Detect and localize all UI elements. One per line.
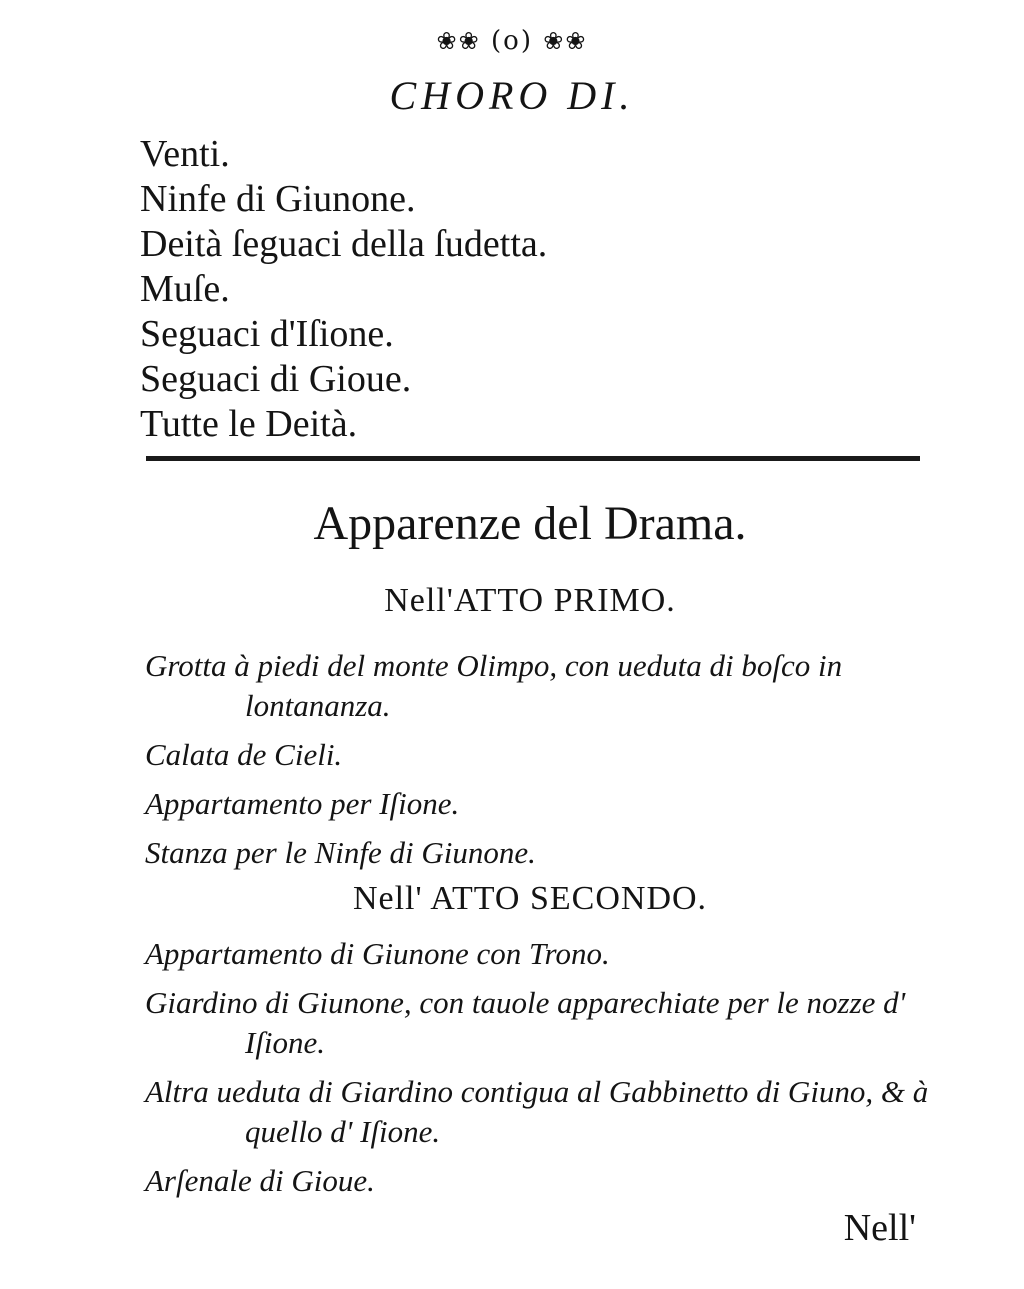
chorus-member: Seguaci d'Iſione. [140,313,394,355]
chorus-member: Muſe. [140,268,230,310]
chorus-title: CHORO DI. [389,73,635,118]
chorus-member-list [140,132,547,447]
scene-item: Stanza per le Ninfe di Giunone. [145,835,536,870]
scene-item: Altra ueduta di Giardino contigua al Gabbinetto di Giuno, & à quello d' Iſione. [145,1074,929,1149]
scene-item: Arſenale di Gioue. [145,1163,375,1198]
catchword: Nell' [843,1207,916,1249]
horizontal-divider [146,456,920,461]
act-two-scene-list [145,934,935,1210]
scene-item: Appartamento di Giunone con Trono. [145,936,610,971]
chorus-member: Seguaci di Gioue. [140,358,412,400]
section-title: Apparenze del Drama. [313,497,747,550]
scene-item: Appartamento per Iſione. [145,786,460,821]
act-one-heading: Nell'ATTO PRIMO. [384,582,676,619]
ornament-right-icon: ❀❀ [543,27,588,55]
ornament-left-icon: ❀❀ [436,27,481,55]
scene-item: Calata de Cieli. [145,737,343,772]
chorus-member: Tutte le Deità. [140,403,358,445]
scene-item: Grotta à piedi del monte Olimpo, con ueduta di boſco in lontananza. [145,648,843,723]
page-marker: (o) [491,26,533,56]
act-two-heading: Nell' ATTO SECONDO. [352,880,708,917]
chorus-member: Ninfe di Giunone. [140,178,416,220]
chorus-member: Deità ſeguaci della ſudetta. [140,223,548,265]
scene-item: Giardino di Giunone, con tauole apparechiate per le nozze d' Iſione. [145,985,906,1060]
chorus-member: Venti. [140,133,230,175]
page-header [0,26,1024,56]
act-one-scene-list [145,646,935,882]
